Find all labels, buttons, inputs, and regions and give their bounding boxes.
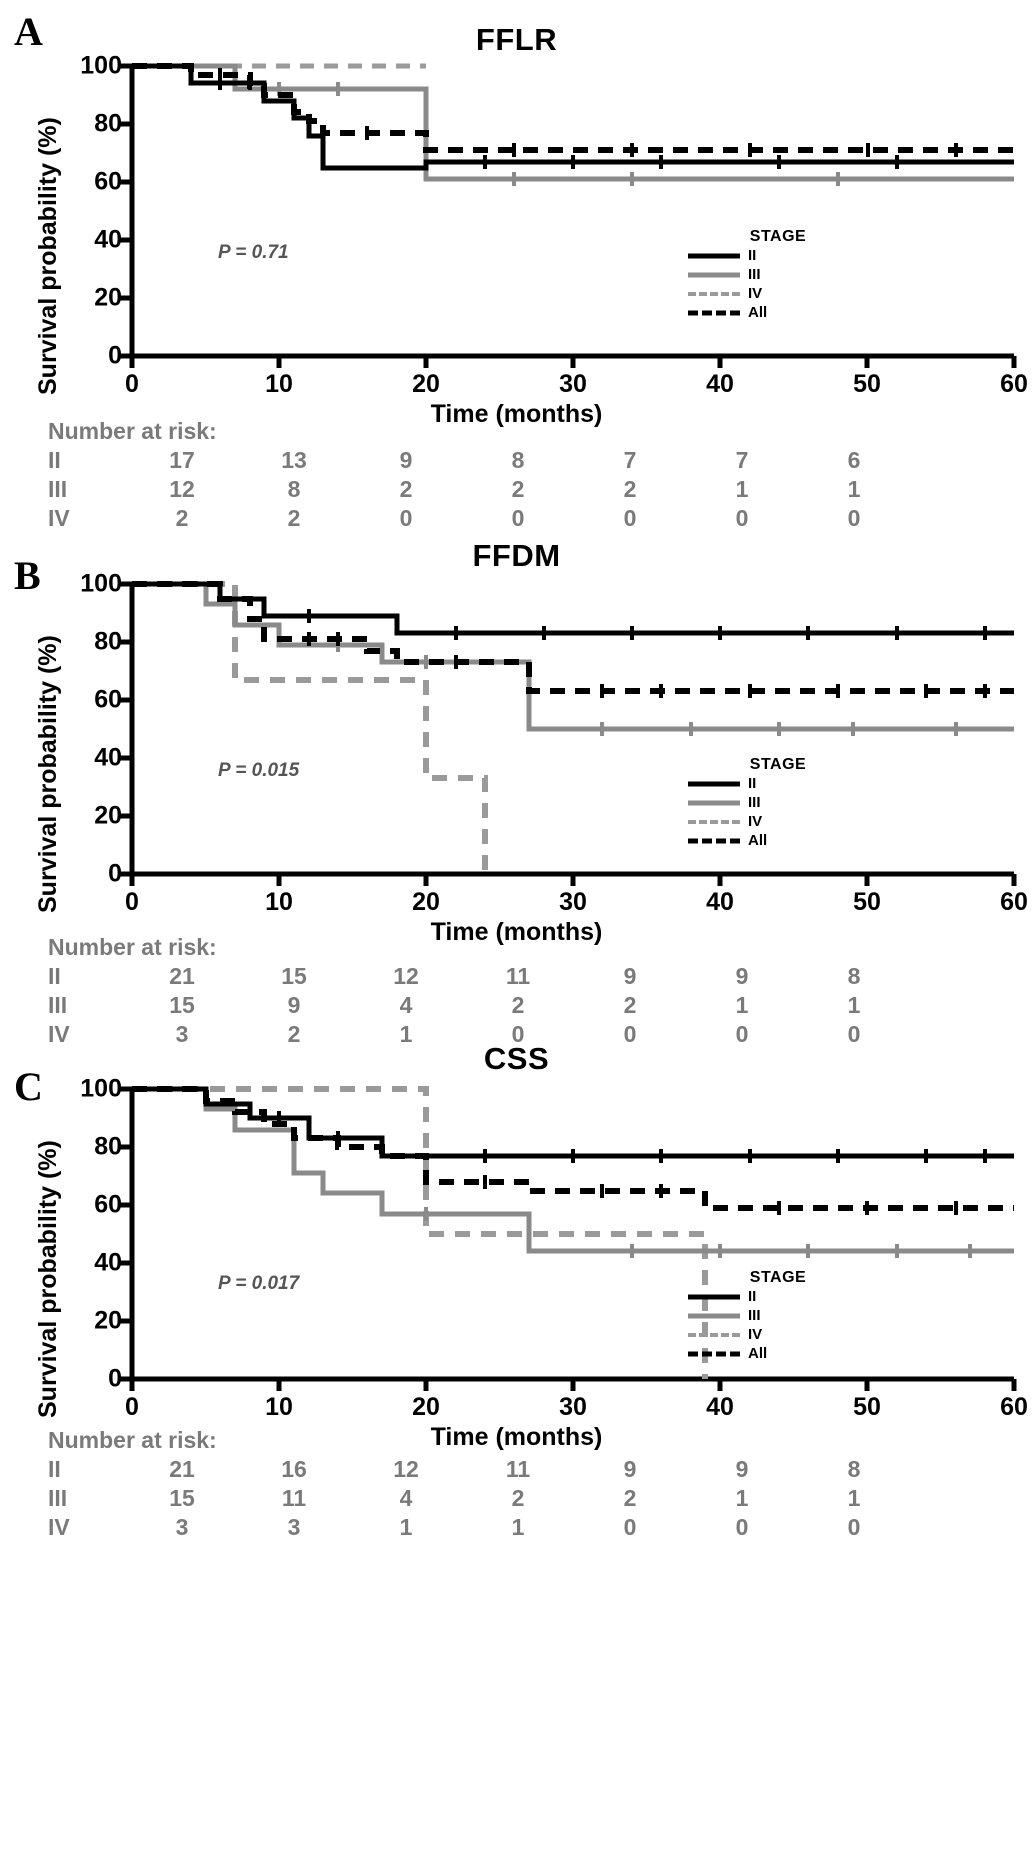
x-tick-c-0: 0 [125, 1393, 139, 1421]
y-tick-c-20: 20 [94, 1306, 122, 1335]
x-tick-c-50: 50 [853, 1393, 881, 1421]
legend-item-all-a [688, 303, 868, 322]
risk-cell: 9 [735, 1456, 749, 1482]
y-axis-label-c: Survival probability (%) [34, 1140, 62, 1418]
risk-cell: 4 [399, 1485, 413, 1511]
legend-title-c: STAGE [749, 1269, 807, 1286]
risk-row-label-iii: III [48, 992, 68, 1018]
risk-cell: 8 [287, 476, 301, 502]
risk-cell: 0 [847, 1514, 861, 1540]
risk-cell: 13 [281, 447, 307, 473]
x-axis-label-c: Time (months) [430, 1423, 603, 1451]
risk-cell: 2 [511, 476, 525, 502]
risk-cell: 0 [735, 1021, 749, 1047]
risk-row-label-iv: IV [48, 505, 70, 531]
legend-label-iv: IV [748, 813, 763, 830]
legend-item-all-b [688, 831, 868, 850]
legend-label-ii: II [748, 247, 757, 264]
x-tick-b-50: 50 [853, 888, 881, 916]
risk-cell: 12 [393, 1456, 419, 1482]
risk-cell: 1 [847, 992, 861, 1018]
x-tick-b-0: 0 [125, 888, 139, 916]
risk-cell: 15 [169, 992, 195, 1018]
p-value-c: P = 0.017 [218, 1273, 300, 1294]
risk-cell: 2 [175, 505, 189, 531]
risk-table-a [48, 418, 910, 534]
risk-cell: 1 [847, 1485, 861, 1511]
legend-label-ii: II [748, 775, 757, 792]
legend-title-b: STAGE [749, 756, 807, 773]
risk-cell: 3 [175, 1514, 189, 1540]
panel-letter-a: A [14, 9, 43, 54]
y-tick-c-80: 80 [94, 1132, 122, 1161]
x-tick-b-30: 30 [559, 888, 587, 916]
legend-label-all: All [748, 304, 768, 321]
risk-cell: 0 [735, 1514, 749, 1540]
x-tick-a-0: 0 [125, 370, 139, 398]
risk-cell: 21 [169, 963, 195, 989]
risk-cell: 1 [399, 1514, 413, 1540]
risk-cell: 0 [623, 505, 637, 531]
risk-cell: 8 [847, 1456, 861, 1482]
x-tick-c-60: 60 [1000, 1393, 1028, 1421]
risk-row-c-ii [48, 1456, 910, 1485]
kaplan-meier-plot-a [0, 50, 1033, 410]
risk-cell: 12 [169, 476, 195, 502]
x-tick-a-10: 10 [265, 370, 293, 398]
risk-cell: 0 [847, 1021, 861, 1047]
risk-cell: 8 [511, 447, 525, 473]
kaplan-meier-plot-b [0, 568, 1033, 928]
kaplan-meier-plot-c [0, 1073, 1033, 1433]
legend-item-iv-c [688, 1325, 868, 1344]
y-axis-label-a: Survival probability (%) [34, 117, 62, 395]
risk-cell: 0 [623, 1021, 637, 1047]
risk-cell: 9 [399, 447, 413, 473]
legend-b [688, 756, 868, 850]
risk-cell: 0 [399, 505, 413, 531]
y-tick-b-80: 80 [94, 627, 122, 656]
legend-item-iv-a [688, 284, 868, 303]
risk-cell: 0 [847, 505, 861, 531]
risk-cell: 15 [281, 963, 307, 989]
legend-item-ii-a [688, 246, 868, 265]
risk-row-a-ii [48, 447, 910, 476]
y-tick-b-60: 60 [94, 685, 122, 714]
legend-label-iv: IV [748, 285, 763, 302]
legend-item-ii-c [688, 1287, 868, 1306]
risk-cell: 2 [623, 992, 637, 1018]
x-tick-c-20: 20 [412, 1393, 440, 1421]
legend-item-iii-a [688, 265, 868, 284]
risk-cell: 7 [623, 447, 637, 473]
y-tick-c-100: 100 [80, 1074, 122, 1103]
legend-label-all: All [748, 1345, 768, 1362]
risk-table-b [48, 934, 910, 1050]
risk-row-a-iv [48, 505, 910, 534]
x-tick-b-20: 20 [412, 888, 440, 916]
legend-title-a: STAGE [749, 228, 807, 245]
y-tick-c-40: 40 [94, 1248, 122, 1277]
legend-a [688, 228, 868, 322]
legend-item-iii-c [688, 1306, 868, 1325]
risk-cell: 8 [847, 963, 861, 989]
risk-cell: 11 [281, 1485, 307, 1511]
y-tick-a-40: 40 [94, 225, 122, 254]
risk-cell: 9 [287, 992, 301, 1018]
risk-row-label-ii: II [48, 963, 61, 989]
risk-cell: 17 [169, 447, 195, 473]
y-tick-b-0: 0 [108, 859, 122, 888]
risk-cell: 1 [735, 1485, 749, 1511]
risk-row-label-iii: III [48, 1485, 68, 1511]
risk-cell: 4 [399, 992, 413, 1018]
panel-title-c: CSS [483, 1041, 550, 1076]
risk-table-c [48, 1427, 910, 1543]
risk-cell: 0 [623, 1514, 637, 1540]
legend-label-iii: III [748, 266, 761, 283]
risk-cell: 2 [399, 476, 413, 502]
risk-cell: 3 [287, 1514, 301, 1540]
p-value-b: P = 0.015 [218, 760, 300, 781]
p-value-a: P = 0.71 [218, 242, 289, 263]
risk-row-a-iii [48, 476, 910, 505]
x-tick-b-60: 60 [1000, 888, 1028, 916]
x-tick-b-10: 10 [265, 888, 293, 916]
x-tick-c-40: 40 [706, 1393, 734, 1421]
plot-b [0, 568, 1033, 946]
x-tick-c-30: 30 [559, 1393, 587, 1421]
risk-cell: 0 [735, 505, 749, 531]
risk-row-label-ii: II [48, 447, 61, 473]
risk-cell: 0 [511, 505, 525, 531]
risk-cell: 2 [287, 505, 301, 531]
risk-cell: 6 [847, 447, 861, 473]
risk-cell: 2 [287, 1021, 301, 1047]
risk-cell: 2 [623, 476, 637, 502]
risk-cell: 1 [847, 476, 861, 502]
legend-c [688, 1269, 868, 1363]
y-tick-b-20: 20 [94, 801, 122, 830]
x-tick-a-60: 60 [1000, 370, 1028, 398]
risk-cell: 16 [281, 1456, 307, 1482]
y-tick-c-60: 60 [94, 1190, 122, 1219]
y-tick-a-60: 60 [94, 167, 122, 196]
y-tick-a-80: 80 [94, 109, 122, 138]
risk-row-c-iii [48, 1485, 910, 1514]
risk-cell: 12 [393, 963, 419, 989]
y-tick-a-0: 0 [108, 341, 122, 370]
y-tick-c-0: 0 [108, 1364, 122, 1393]
risk-table-title-b: Number at risk: [48, 934, 217, 960]
legend-label-ii: II [748, 1288, 757, 1305]
legend-item-ii-b [688, 774, 868, 793]
panel-letter-b: B [14, 553, 41, 598]
risk-table-title-a: Number at risk: [48, 418, 217, 444]
risk-cell: 1 [399, 1021, 413, 1047]
panel-letter-c: C [14, 1064, 43, 1109]
y-axis-label-b: Survival probability (%) [34, 635, 62, 913]
legend-label-iii: III [748, 794, 761, 811]
legend-label-all: All [748, 832, 768, 849]
x-tick-a-20: 20 [412, 370, 440, 398]
x-axis-label-b: Time (months) [430, 918, 603, 946]
risk-cell: 1 [735, 476, 749, 502]
risk-cell: 1 [511, 1514, 525, 1540]
legend-item-all-c [688, 1344, 868, 1363]
risk-row-c-iv [48, 1514, 910, 1543]
y-tick-b-100: 100 [80, 569, 122, 598]
risk-cell: 0 [511, 1021, 525, 1047]
risk-cell: 9 [623, 963, 637, 989]
legend-item-iv-b [688, 812, 868, 831]
y-tick-a-100: 100 [80, 51, 122, 80]
plot-a [0, 50, 1033, 428]
risk-cell: 2 [511, 1485, 525, 1511]
risk-cell: 2 [511, 992, 525, 1018]
risk-cell: 9 [735, 963, 749, 989]
y-tick-a-20: 20 [94, 283, 122, 312]
risk-row-label-iv: IV [48, 1514, 70, 1540]
x-tick-b-40: 40 [706, 888, 734, 916]
risk-cell: 15 [169, 1485, 195, 1511]
risk-cell: 7 [735, 447, 749, 473]
risk-row-label-ii: II [48, 1456, 61, 1482]
x-tick-a-50: 50 [853, 370, 881, 398]
risk-row-b-iii [48, 992, 910, 1021]
panel-title-b: FFDM [472, 538, 561, 573]
y-tick-b-40: 40 [94, 743, 122, 772]
risk-table-title-c: Number at risk: [48, 1427, 217, 1453]
x-tick-a-40: 40 [706, 370, 734, 398]
risk-cell: 11 [505, 963, 531, 989]
x-tick-c-10: 10 [265, 1393, 293, 1421]
risk-cell: 11 [505, 1456, 531, 1482]
x-axis-label-a: Time (months) [430, 400, 603, 428]
panel-title-a: FFLR [475, 22, 558, 57]
risk-row-label-iii: III [48, 476, 68, 502]
risk-cell: 1 [735, 992, 749, 1018]
legend-item-iii-b [688, 793, 868, 812]
risk-row-b-ii [48, 963, 910, 992]
risk-cell: 21 [169, 1456, 195, 1482]
risk-row-label-iv: IV [48, 1021, 70, 1047]
risk-cell: 9 [623, 1456, 637, 1482]
x-tick-a-30: 30 [559, 370, 587, 398]
risk-cell: 3 [175, 1021, 189, 1047]
legend-label-iv: IV [748, 1326, 763, 1343]
legend-label-iii: III [748, 1307, 761, 1324]
risk-cell: 2 [623, 1485, 637, 1511]
